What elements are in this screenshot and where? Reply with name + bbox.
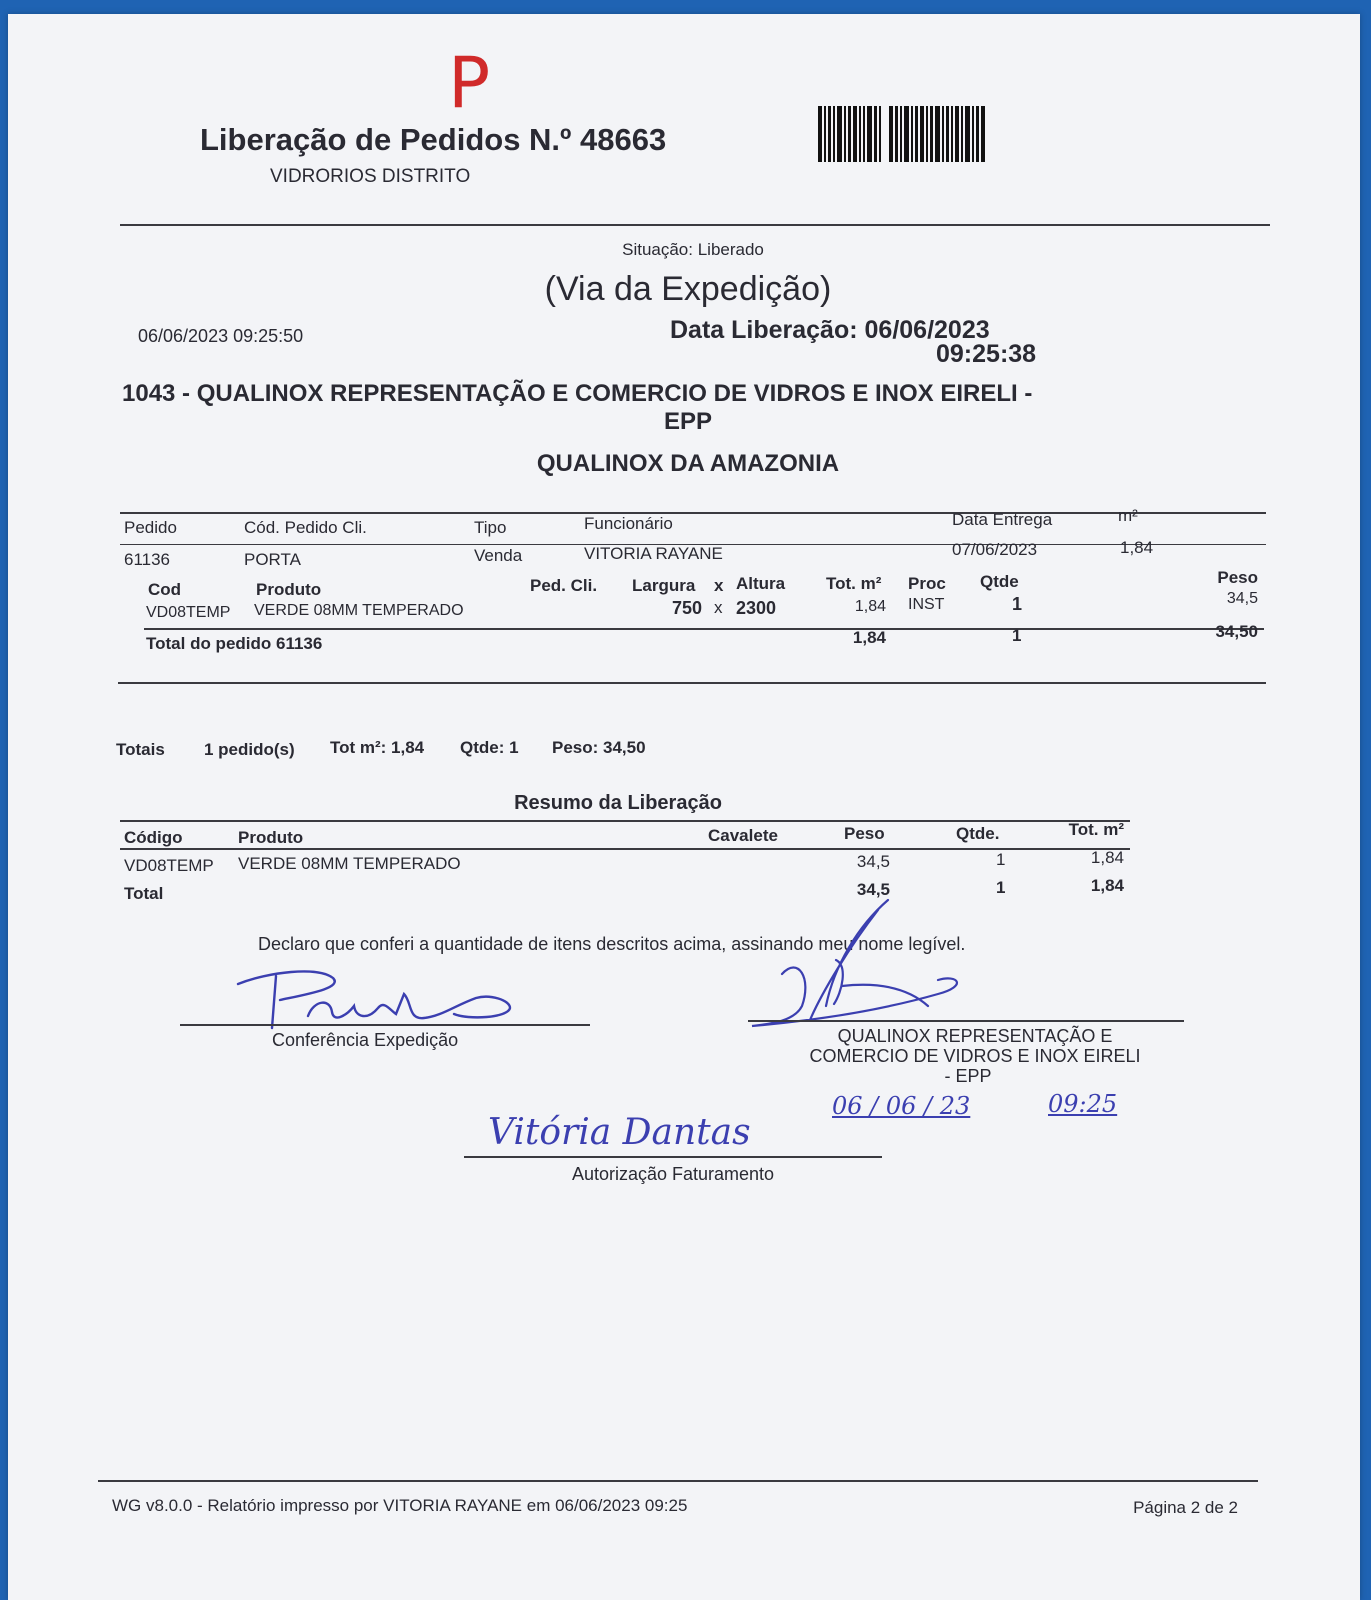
item-tot-m2-value: 1,84	[854, 598, 886, 615]
col-pedido-header: Pedido	[124, 518, 177, 537]
copy-type-heading: (Via da Expedição)	[544, 270, 832, 308]
resumo-total-m2: 1,84	[1090, 876, 1124, 895]
resumo-peso-value: 34,5	[856, 852, 890, 871]
customer-alias: QUALINOX DA AMAZONIA	[536, 450, 840, 477]
autorizacao-label: Autorização Faturamento	[571, 1164, 775, 1184]
item-largura-value: 750	[671, 598, 702, 618]
resumo-tot-m2-header: Tot. m²	[1068, 820, 1124, 839]
company-signature-line2: COMERCIO DE VIDROS E INOX EIRELI	[809, 1046, 1141, 1066]
header-divider	[120, 224, 1270, 226]
col-tipo-header: Tipo	[474, 518, 507, 537]
resumo-codigo-header: Código	[124, 828, 183, 847]
resumo-total-peso: 34,5	[856, 880, 890, 899]
resumo-tot-m2-value: 1,84	[1090, 848, 1124, 867]
status-text: Situação: Liberado	[622, 240, 764, 259]
order-pedido-value: 61136	[124, 550, 171, 569]
resumo-title: Resumo da Liberação	[514, 792, 722, 814]
autorizacao-signature: Vitória Dantas	[488, 1112, 751, 1153]
item-cod-value: VD08TEMP	[146, 604, 231, 621]
resumo-header-underline	[120, 848, 1130, 850]
resumo-total-qtde: 1	[996, 878, 1006, 897]
order-total-peso: 34,50	[1215, 622, 1258, 641]
item-tot-m2-header: Tot. m²	[826, 574, 882, 593]
item-x-value: x	[714, 598, 723, 617]
item-ped-cli-header: Ped. Cli.	[530, 576, 598, 595]
resumo-total-label: Total	[124, 884, 164, 903]
item-proc-value: INST	[908, 596, 945, 613]
release-date: Data Liberação: 06/06/2023	[670, 316, 990, 344]
item-total-line	[144, 628, 1264, 630]
totals-qtde: Qtde: 1	[460, 738, 519, 757]
order-total-m2: 1,84	[852, 628, 886, 647]
page-subtitle: VIDRORIOS DISTRITO	[270, 166, 471, 187]
print-datetime: 06/06/2023 09:25:50	[138, 326, 304, 346]
item-qtde-value: 1	[1012, 594, 1023, 614]
customer-name-line1: 1043 - QUALINOX REPRESENTAÇÃO E COMERCIO DE VIDROS E INOX EIRELI -	[122, 380, 1033, 407]
handwritten-p-mark: P	[448, 42, 491, 124]
item-qtde-header: Qtde	[980, 572, 1019, 591]
item-x-header: x	[714, 576, 724, 595]
conferencia-signature	[228, 954, 548, 1034]
customer-name-line2: EPP	[663, 408, 713, 435]
resumo-qtde-header: Qtde.	[956, 824, 1000, 843]
handwritten-date: 06 / 06 / 23	[832, 1092, 971, 1120]
company-signature-line1: QUALINOX REPRESENTAÇÃO E	[837, 1026, 1113, 1046]
order-table-top-line	[120, 512, 1266, 514]
col-data-entrega-header: Data Entrega	[952, 510, 1053, 529]
handwritten-time: 09:25	[1048, 1090, 1118, 1118]
item-altura-header: Altura	[736, 574, 786, 593]
barcode-image	[818, 106, 987, 162]
company-signature	[738, 896, 978, 1036]
conferencia-signature-line	[180, 1024, 590, 1026]
item-proc-header: Proc	[908, 574, 946, 593]
company-signature-line	[748, 1020, 1184, 1022]
company-signature-line3: - EPP	[944, 1066, 992, 1086]
col-cod-pedido-cli-header: Cód. Pedido Cli.	[244, 518, 367, 537]
release-time: 09:25:38	[936, 340, 1037, 368]
totals-peso: Peso: 34,50	[552, 738, 646, 757]
resumo-peso-header: Peso	[844, 824, 885, 843]
order-total-label: Total do pedido 61136	[146, 634, 323, 653]
item-cod-header: Cod	[148, 580, 182, 599]
declaration-text: Declaro que conferi a quantidade de itens descritos acima, assinando meu nome legível.	[258, 934, 966, 954]
order-table-bottom-line	[118, 682, 1266, 684]
order-funcionario-value: VITORIA RAYANE	[584, 544, 723, 563]
order-total-qtde: 1	[1012, 626, 1022, 645]
order-data-entrega-value: 07/06/2023	[952, 540, 1038, 559]
item-peso-value: 34,5	[1226, 590, 1258, 607]
col-m2-header: m²	[1118, 506, 1138, 525]
item-peso-header: Peso	[1217, 568, 1258, 587]
resumo-qtde-value: 1	[996, 850, 1006, 869]
item-produto-header: Produto	[256, 580, 322, 599]
page-title: Liberação de Pedidos N.º 48663	[200, 122, 667, 157]
footer-page-number: Página 2 de 2	[1133, 1498, 1238, 1517]
totals-pedidos: 1 pedido(s)	[204, 740, 295, 759]
item-produto-value: VERDE 08MM TEMPERADO	[254, 602, 464, 619]
order-cod-pedido-cli-value: PORTA	[244, 550, 301, 569]
resumo-cavalete-header: Cavalete	[708, 826, 778, 845]
resumo-codigo-value: VD08TEMP	[124, 856, 214, 875]
totals-m2: Tot m²: 1,84	[330, 738, 425, 757]
resumo-produto-header: Produto	[238, 828, 304, 847]
item-largura-header: Largura	[632, 576, 696, 595]
order-tipo-value: Venda	[474, 546, 523, 565]
conferencia-label: Conferência Expedição	[272, 1030, 459, 1050]
footer-printed-by: WG v8.0.0 - Relatório impresso por VITORIA RAYANE em 06/06/2023 09:25	[112, 1496, 688, 1515]
col-funcionario-header: Funcionário	[584, 514, 673, 533]
order-m2-value: 1,84	[1120, 538, 1154, 557]
autorizacao-signature-line	[464, 1156, 882, 1158]
item-altura-value: 2300	[736, 598, 777, 618]
resumo-produto-value: VERDE 08MM TEMPERADO	[238, 854, 461, 873]
footer-divider	[98, 1480, 1258, 1482]
document-page	[8, 14, 1360, 1600]
totals-label: Totais	[116, 740, 165, 759]
resumo-top-line	[120, 820, 1130, 822]
